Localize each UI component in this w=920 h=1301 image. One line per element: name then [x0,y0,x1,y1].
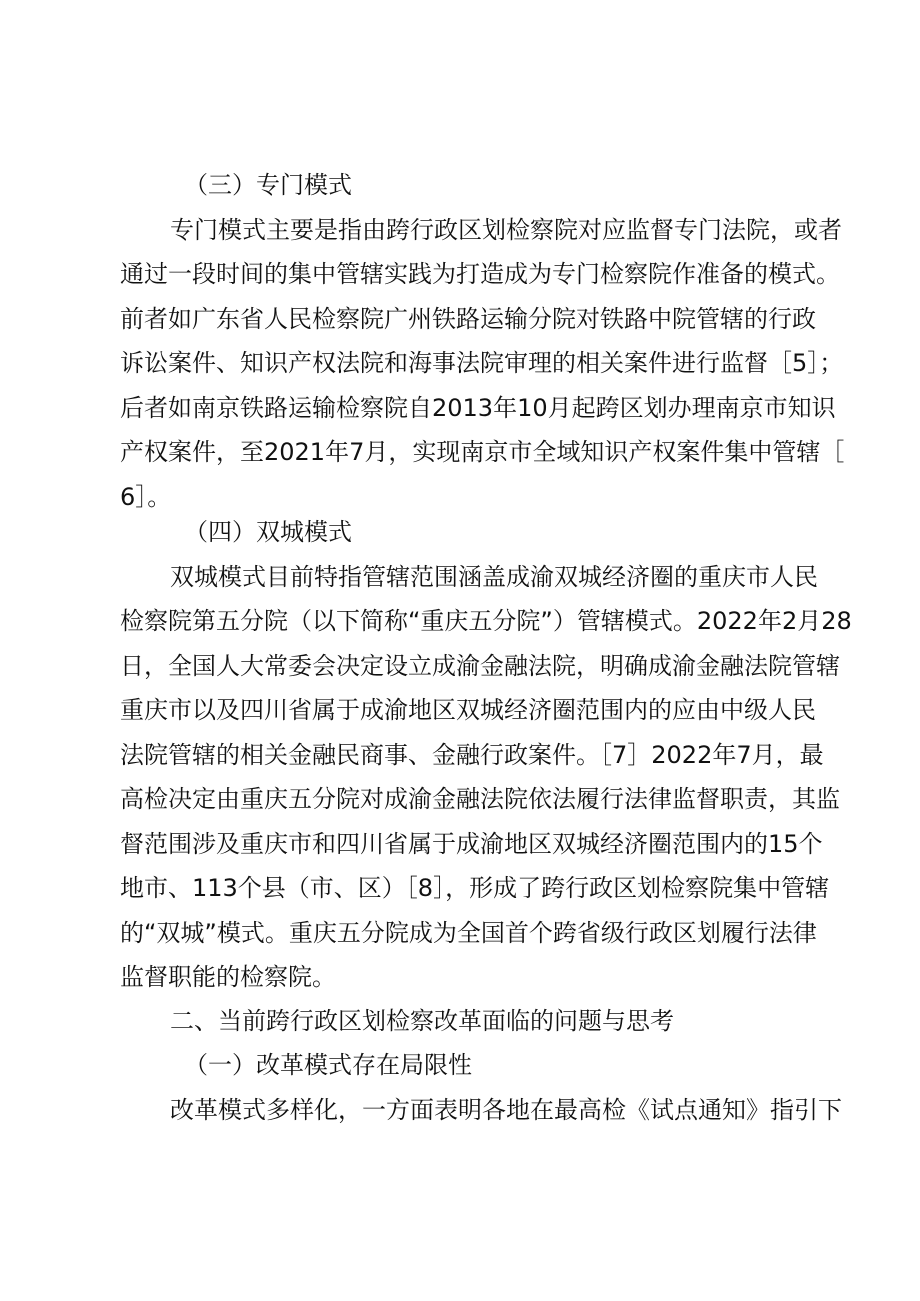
heading-text: （四）双城模式 [184,518,352,546]
paragraph-text: 法院管辖的相关金融民商事、金融行政案件。［7］2022年7月，最 [120,741,824,769]
paragraph-text: 监督职能的检察院。 [120,963,336,991]
paragraph-text: 地市、113个县（市、区）［8］，形成了跨行政区划检察院集中管辖 [120,874,830,902]
paragraph-line [0,1088,920,1132]
section-heading-special-mode [0,163,920,207]
paragraph-line [0,341,920,385]
paragraph-line [0,252,920,296]
paragraph-text: 后者如南京铁路运输检察院自2013年10月起跨区划办理南京市知识 [120,394,836,422]
paragraph-text: 诉讼案件、知识产权法院和海事法院审理的相关案件进行监督［5］； [120,349,844,377]
paragraph-line [0,866,920,910]
paragraph-text: 专门模式主要是指由跨行政区划检察院对应监督专门法院，或者 [170,216,842,244]
paragraph-text: 产权案件，至2021年7月，实现南京市全域知识产权案件集中管辖［ [120,438,845,466]
paragraph-line [0,777,920,821]
paragraph-text: 前者如广东省人民检察院广州铁路运输分院对铁路中院管辖的行政 [120,305,816,333]
paragraph-text: 6］。 [120,483,172,511]
paragraph-text: 高检决定由重庆五分院对成渝金融法院依法履行法律监督职责，其监 [120,785,840,813]
paragraph-line [0,733,920,777]
paragraph-text: 重庆市以及四川省属于成渝地区双城经济圈范围内的应由中级人民 [120,696,816,724]
paragraph-text: 日，全国人大常委会决定设立成渝金融法院，明确成渝金融法院管辖 [120,652,840,680]
section-heading-model-limitations [0,1043,920,1087]
paragraph-text: 检察院第五分院（以下简称“重庆五分院”）管辖模式。2022年2月28 [120,607,852,635]
paragraph-line [0,555,920,599]
paragraph-text: 通过一段时间的集中管辖实践为打造成为专门检察院作准备的模式。 [120,260,840,288]
paragraph-text: 双城模式目前特指管辖范围涵盖成渝双城经济圈的重庆市人民 [170,563,818,591]
chapter-heading-current-issues [0,999,920,1043]
paragraph-text: 的“双城”模式。重庆五分院成为全国首个跨省级行政区划履行法律 [120,919,817,947]
paragraph-line [0,644,920,688]
heading-text: （三）专门模式 [184,171,352,199]
paragraph-line [0,208,920,252]
heading-text: 二、当前跨行政区划检察改革面临的问题与思考 [170,1007,674,1035]
paragraph-line [0,430,920,474]
paragraph-line [0,599,920,643]
paragraph-line [0,822,920,866]
heading-text: （一）改革模式存在局限性 [184,1051,472,1079]
paragraph-line [0,688,920,732]
paragraph-text: 改革模式多样化，一方面表明各地在最高检《试点通知》指引下 [170,1096,842,1124]
paragraph-line [0,955,920,999]
paragraph-line [0,297,920,341]
paragraph-line [0,911,920,955]
paragraph-line [0,386,920,430]
paragraph-text: 督范围涉及重庆市和四川省属于成渝地区双城经济圈范围内的15个 [120,830,823,858]
section-heading-dual-city-mode [0,510,920,554]
